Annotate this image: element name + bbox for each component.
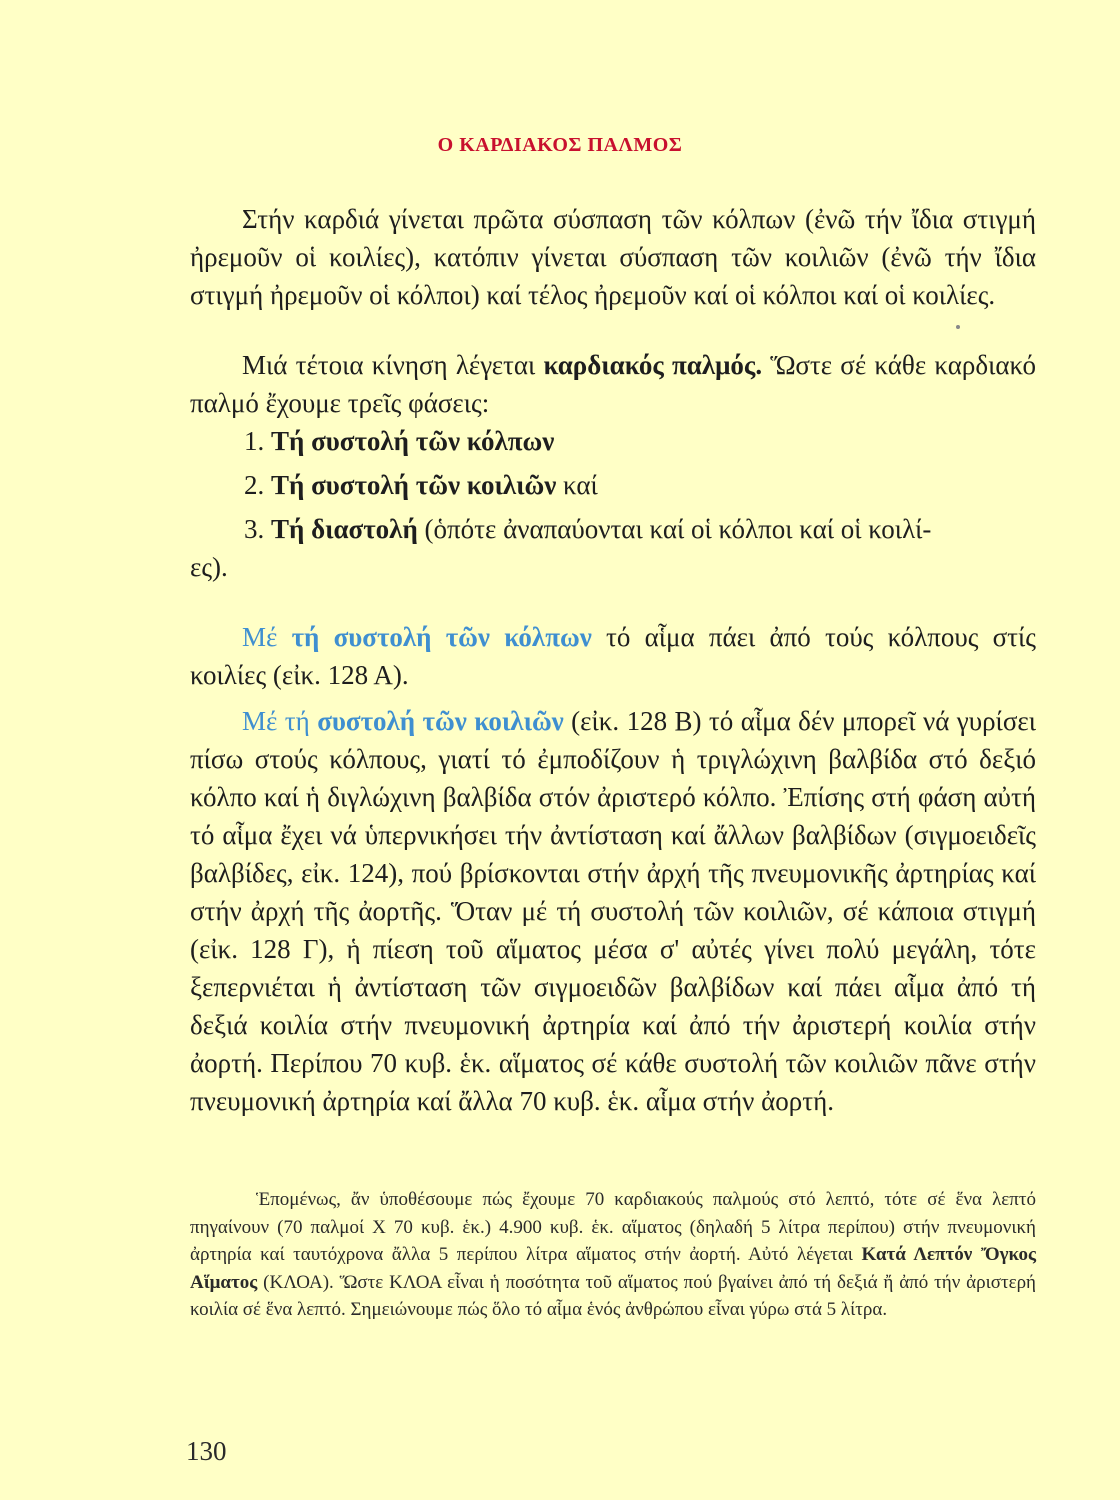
phase-number: 2. bbox=[244, 470, 271, 500]
footnote-text-after: (ΚΛΟΑ). Ὥστε ΚΛΟΑ εἶναι ἡ ποσότητα τοῦ αἵματος πού βγαίνει ἀπό τή δεξιά ἤ ἀπό τήν ἀριστερή κοιλία σέ ἕνα λεπτό. Σημειώνουμε πώς ὅλο τό αἷμα ἑνός ἀνθρώπου εἶναι γύρω στά 5 λίτρα. bbox=[190, 1271, 1036, 1320]
footnote-term: Κατά Λεπτόν Ὄγκος Αἵματος bbox=[190, 1244, 1036, 1293]
highlight-term: συστολή τῶν κοιλιῶν bbox=[317, 706, 564, 736]
paragraph-definition bbox=[190, 346, 1036, 422]
definition-text-after: Ὥστε σέ κάθε καρδιακό παλμό ἔχουμε τρεῖς φάσεις: bbox=[190, 350, 1036, 418]
paragraph-atria-contraction bbox=[190, 618, 1036, 694]
paragraph-rest: τό αἷμα πάει ἀπό τούς κόλπους στίς κοιλίες (εἰκ. 128 Α). bbox=[190, 622, 1036, 690]
definition-term: καρδιακός παλμός. bbox=[543, 350, 763, 380]
phase-list-item-2 bbox=[244, 466, 1036, 504]
phase-name: Τή συστολή τῶν κοιλιῶν bbox=[271, 470, 557, 500]
paragraph-ventricle-contraction bbox=[190, 702, 1036, 1120]
phase-number: 1. bbox=[244, 426, 271, 456]
definition-text-before: Μιά τέτοια κίνηση λέγεται bbox=[242, 350, 544, 380]
phase-number: 3. bbox=[244, 514, 271, 544]
phase-list-item-1 bbox=[244, 422, 1036, 460]
footnote-text-before: Ἑπομένως, ἄν ὑποθέσουμε πώς ἔχουμε 70 καρδιακούς παλμούς στό λεπτό, τότε σέ ἕνα λεπτό πηγαίνουν (70 παλμοί Χ 70 κυβ. ἑκ.) 4.900 κυβ. ἑκ. αἵματος (δηλαδή 5 λίτρα περίπου) στήν πνευμονική ἀρτηρία καί ταυτόχρονα ἄλλα 5 περίπου λίτρα αἵματος στήν ἀορτή. Αὐτό λέγεται bbox=[190, 1189, 1036, 1265]
page-number: 130 bbox=[186, 1436, 227, 1466]
print-speck bbox=[956, 325, 960, 329]
highlight-plain: Μέ τή bbox=[242, 706, 318, 736]
footnote bbox=[190, 1186, 1036, 1324]
phase-list-continuation: ες). bbox=[190, 552, 228, 582]
phase-name: Τή συστολή τῶν κόλπων bbox=[271, 426, 555, 456]
phase-rest: καί bbox=[556, 470, 598, 500]
phase-rest: (ὁπότε ἀναπαύονται καί οἱ κόλποι καί οἱ κοιλί- bbox=[417, 514, 932, 544]
highlight-term: τή συστολή τῶν κόλπων bbox=[291, 622, 592, 652]
phase-name: Τή διαστολή bbox=[271, 514, 418, 544]
highlight-plain: Μέ bbox=[242, 622, 292, 652]
page-title: Ο ΚΑΡΔΙΑΚΟΣ ΠΑΛΜΟΣ bbox=[437, 134, 683, 156]
phase-list-item-3 bbox=[244, 510, 1036, 548]
paragraph-rest: (εἰκ. 128 Β) τό αἷμα δέν μπορεῖ νά γυρίσει πίσω στούς κόλπους, γιατί τό ἐμποδίζουν ἡ τριγλώχινη βαλβίδα στό δεξιό κόλπο καί ἡ διγλώχινη βαλβίδα στόν ἀριστερό κόλπο. Ἐπίσης στή φάση αὐτή τό αἷμα ἔχει νά ὑπερνικήσει τήν ἀντίσταση καί ἄλλων βαλβίδων (σιγμοειδεῖς βαλβίδες, εἰκ. 124), πού βρίσκονται στήν ἀρχή τῆς πνευμονικῆς ἀρτηρίας καί στήν ἀρχή τῆς ἀορτῆς. Ὅταν μέ τή συστολή τῶν κοιλιῶν, σέ κάποια στιγμή (εἰκ. 128 Γ), ἡ πίεση τοῦ αἵματος μέσα σ' αὐτές γίνει πολύ μεγάλη, τότε ξεπερνιέται ἡ ἀντίσταση τῶν σιγμοειδῶν βαλβίδων καί πάει αἷμα ἀπό τή δεξιά κοιλία στήν πνευμονική ἀρτηρία καί ἀπό τήν ἀριστερή κοιλία στήν ἀορτή. Περίπου 70 κυβ. ἑκ. αἵματος σέ κάθε συστολή τῶν κοιλιῶν πᾶνε στήν πνευμονική ἀρτηρία καί ἄλλα 70 κυβ. ἑκ. αἷμα στήν ἀορτή. bbox=[190, 706, 1036, 1116]
paragraph-intro bbox=[190, 200, 1036, 314]
paragraph-intro-text: Στήν καρδιά γίνεται πρῶτα σύσπαση τῶν κόλπων (ἐνῶ τήν ἴδια στιγμή ἠρεμοῦν οἱ κοιλίες), κατόπιν γίνεται σύσπαση τῶν κοιλιῶν (ἐνῶ τήν ἴδια στιγμή ἠρεμοῦν οἱ κόλποι) καί τέλος ἠρεμοῦν καί οἱ κόλποι καί οἱ κοιλίες. bbox=[190, 204, 1036, 310]
